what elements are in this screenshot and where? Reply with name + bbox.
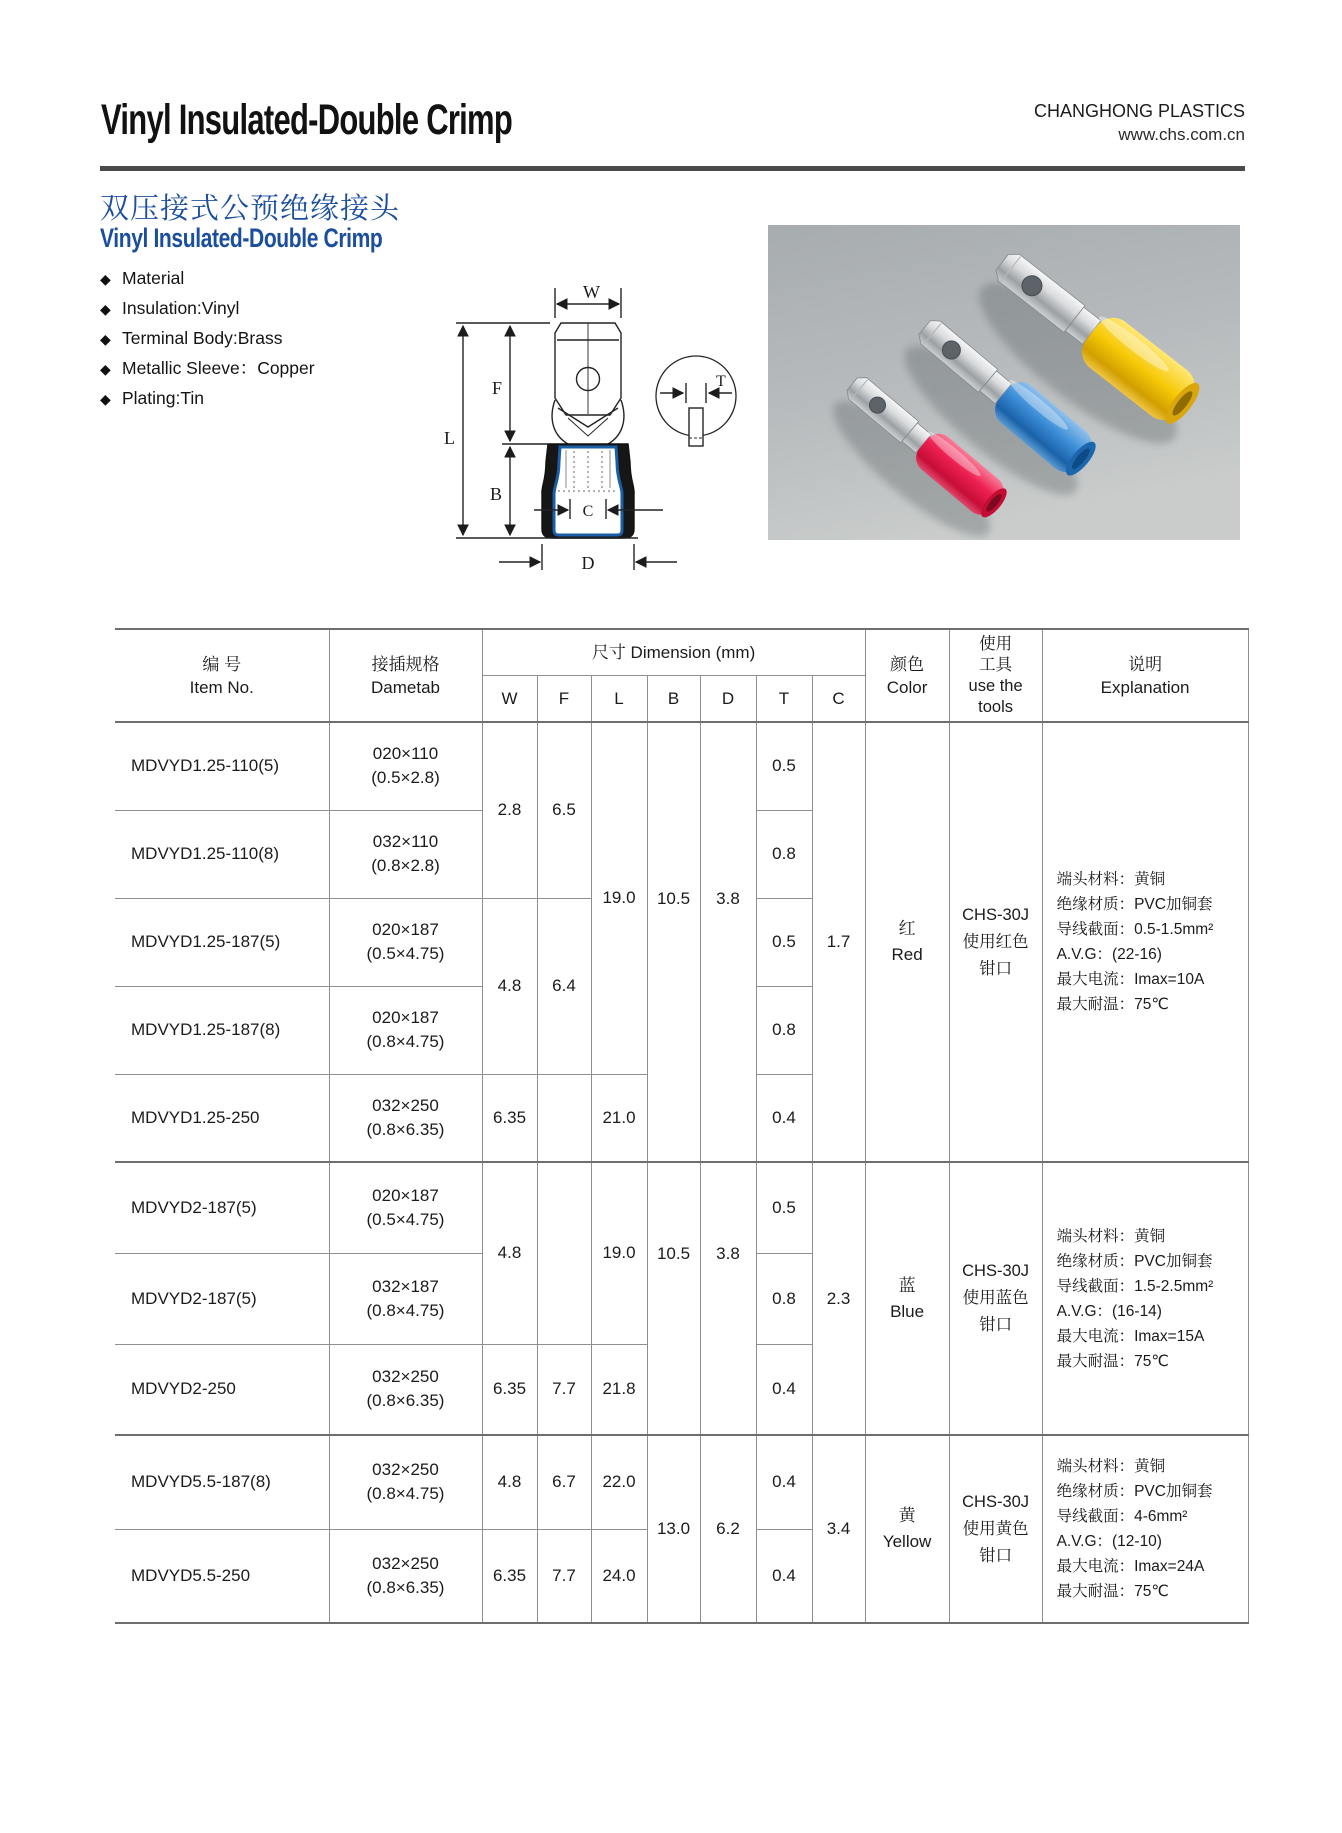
cell-item: MDVYD2-187(5): [115, 1253, 329, 1344]
cell-spec: 032×250 (0.8×6.35): [329, 1529, 482, 1623]
header-rule: [100, 166, 1245, 171]
material-list: [100, 264, 315, 414]
cell-item: MDVYD1.25-110(8): [115, 810, 329, 898]
cell-color: 红 Red: [865, 722, 949, 1162]
cell-spec: 032×110 (0.8×2.8): [329, 810, 482, 898]
cell-l: 22.0: [591, 1435, 647, 1529]
cell-t: 0.8: [756, 986, 812, 1074]
cell-d: [700, 1344, 756, 1435]
cell-w: 4.8: [482, 1162, 537, 1344]
cell-t: 0.4: [756, 1344, 812, 1435]
dimension-drawing: [398, 248, 738, 593]
cell-w: 6.35: [482, 1344, 537, 1435]
cell-spec: 032×250 (0.8×6.35): [329, 1344, 482, 1435]
cell-l: 21.0: [591, 1074, 647, 1162]
col-header-d: D: [700, 675, 756, 722]
cell-d: 6.2: [700, 1435, 756, 1623]
cell-f: 6.5: [537, 722, 591, 898]
col-header-l: L: [591, 675, 647, 722]
col-header-item: 编 号 Item No.: [115, 629, 329, 722]
cell-t: 0.8: [756, 1253, 812, 1344]
cell-item: MDVYD2-187(5): [115, 1162, 329, 1253]
spec-table: [115, 628, 1249, 1624]
dim-label-b: B: [489, 484, 502, 504]
cell-l: 24.0: [591, 1529, 647, 1623]
cell-t: 0.8: [756, 810, 812, 898]
cell-c: 3.4: [812, 1435, 865, 1623]
cell-item: MDVYD1.25-187(5): [115, 898, 329, 986]
col-header-spec: 接插规格 Dametab: [329, 629, 482, 722]
cell-d: 3.8: [700, 722, 756, 1074]
cell-spec: 020×187 (0.5×4.75): [329, 1162, 482, 1253]
col-header-tools: 使用 工具 use the tools: [949, 629, 1042, 722]
cell-color: 黄 Yellow: [865, 1435, 949, 1623]
diamond-bullet-icon: ◆: [100, 391, 111, 407]
company-name: CHANGHONG PLASTICS: [1033, 101, 1245, 121]
cell-spec: 020×110 (0.5×2.8): [329, 722, 482, 810]
diamond-bullet-icon: ◆: [100, 361, 111, 377]
diamond-bullet-icon: ◆: [100, 301, 111, 317]
page-title: Vinyl Insulated-Double Crimp: [101, 96, 513, 144]
product-photo: [768, 225, 1240, 545]
table-row: [115, 722, 1248, 810]
cell-w: 4.8: [482, 1435, 537, 1529]
cell-explanation: 端头材料：黄铜 绝缘材质：PVC加铜套 导线截面：4-6mm² A.V.G：(12-10) 最大电流：Imax=24A 最大耐温：75℃: [1042, 1435, 1248, 1623]
dim-label-f: F: [491, 378, 502, 398]
cell-b: [647, 1074, 700, 1162]
cell-spec: 032×250 (0.8×4.75): [329, 1435, 482, 1529]
cell-item: MDVYD2-250: [115, 1344, 329, 1435]
cell-t: 0.5: [756, 898, 812, 986]
cell-spec: 020×187 (0.5×4.75): [329, 898, 482, 986]
dim-label-t: T: [716, 373, 726, 390]
cell-f: [537, 1074, 591, 1162]
cell-l: 19.0: [591, 1162, 647, 1344]
diamond-bullet-icon: ◆: [100, 331, 111, 347]
cell-w: 6.35: [482, 1529, 537, 1623]
cell-f: 7.7: [537, 1344, 591, 1435]
list-item: ◆ Metallic Sleeve：Copper: [100, 354, 315, 384]
list-item: ◆ Insulation:Vinyl: [100, 294, 315, 324]
cell-spec: 032×250 (0.8×6.35): [329, 1074, 482, 1162]
dim-label-d: D: [581, 553, 595, 573]
cell-b: [647, 1344, 700, 1435]
cell-w: 6.35: [482, 1074, 537, 1162]
cell-c: 2.3: [812, 1162, 865, 1435]
cell-item: MDVYD5.5-187(8): [115, 1435, 329, 1529]
cell-b: 13.0: [647, 1435, 700, 1623]
cell-l: 19.0: [591, 722, 647, 1074]
cell-w: 2.8: [482, 722, 537, 898]
col-header-b: B: [647, 675, 700, 722]
table-row: [115, 1162, 1248, 1253]
cell-explanation: 端头材料：黄铜 绝缘材质：PVC加铜套 导线截面：1.5-2.5mm² A.V.G：(16-14) 最大电流：Imax=15A 最大耐温：75℃: [1042, 1162, 1248, 1435]
col-header-c: C: [812, 675, 865, 722]
section-title-en: Vinyl Insulated-Double Crimp: [100, 223, 383, 253]
cell-item: MDVYD1.25-250: [115, 1074, 329, 1162]
list-item: ◆ Terminal Body:Brass: [100, 324, 315, 354]
cell-color: 蓝 Blue: [865, 1162, 949, 1435]
diamond-bullet-icon: ◆: [100, 271, 111, 287]
cell-t: 0.4: [756, 1529, 812, 1623]
cell-c: 1.7: [812, 722, 865, 1162]
section-title-zh: 双压接式公预绝缘接头: [100, 193, 401, 225]
cell-tool: CHS-30J 使用红色 钳口: [949, 722, 1042, 1162]
cell-w: 4.8: [482, 898, 537, 1074]
cell-t: 0.5: [756, 722, 812, 810]
cell-b: 10.5: [647, 1162, 700, 1344]
company-block: [1034, 100, 1245, 146]
cell-tool: CHS-30J 使用蓝色 钳口: [949, 1162, 1042, 1435]
cell-d: 3.8: [700, 1162, 756, 1344]
cell-f: 7.7: [537, 1529, 591, 1623]
col-header-color: 颜色 Color: [865, 629, 949, 722]
col-header-w: W: [482, 675, 537, 722]
cell-f: 6.7: [537, 1435, 591, 1529]
table-row: [115, 1435, 1248, 1529]
cell-t: 0.4: [756, 1074, 812, 1162]
cell-d: [700, 1074, 756, 1162]
cell-tool: CHS-30J 使用黄色 钳口: [949, 1435, 1042, 1623]
cell-t: 0.4: [756, 1435, 812, 1529]
cell-b: 10.5: [647, 722, 700, 1074]
dim-label-l: L: [444, 428, 455, 448]
cell-item: MDVYD1.25-110(5): [115, 722, 329, 810]
cell-explanation: 端头材料：黄铜 绝缘材质：PVC加铜套 导线截面：0.5-1.5mm² A.V.G：(22-16) 最大电流：Imax=10A 最大耐温：75℃: [1042, 722, 1248, 1162]
col-header-t: T: [756, 675, 812, 722]
cell-f: [537, 1162, 591, 1344]
list-item: ◆ Plating:Tin: [100, 384, 315, 414]
list-item: ◆ Material: [100, 264, 315, 294]
cell-l: 21.8: [591, 1344, 647, 1435]
col-header-f: F: [537, 675, 591, 722]
company-website: www.chs.com.cn: [1118, 125, 1245, 144]
col-header-explanation: 说明 Explanation: [1042, 629, 1248, 722]
cell-item: MDVYD5.5-250: [115, 1529, 329, 1623]
col-header-dimension: 尺寸 Dimension (mm): [482, 629, 865, 675]
dim-label-w: W: [583, 282, 600, 302]
dim-label-c: C: [582, 503, 594, 520]
cell-item: MDVYD1.25-187(8): [115, 986, 329, 1074]
cell-t: 0.5: [756, 1162, 812, 1253]
cell-spec: 032×187 (0.8×4.75): [329, 1253, 482, 1344]
cell-spec: 020×187 (0.8×4.75): [329, 986, 482, 1074]
cell-f: 6.4: [537, 898, 591, 1074]
